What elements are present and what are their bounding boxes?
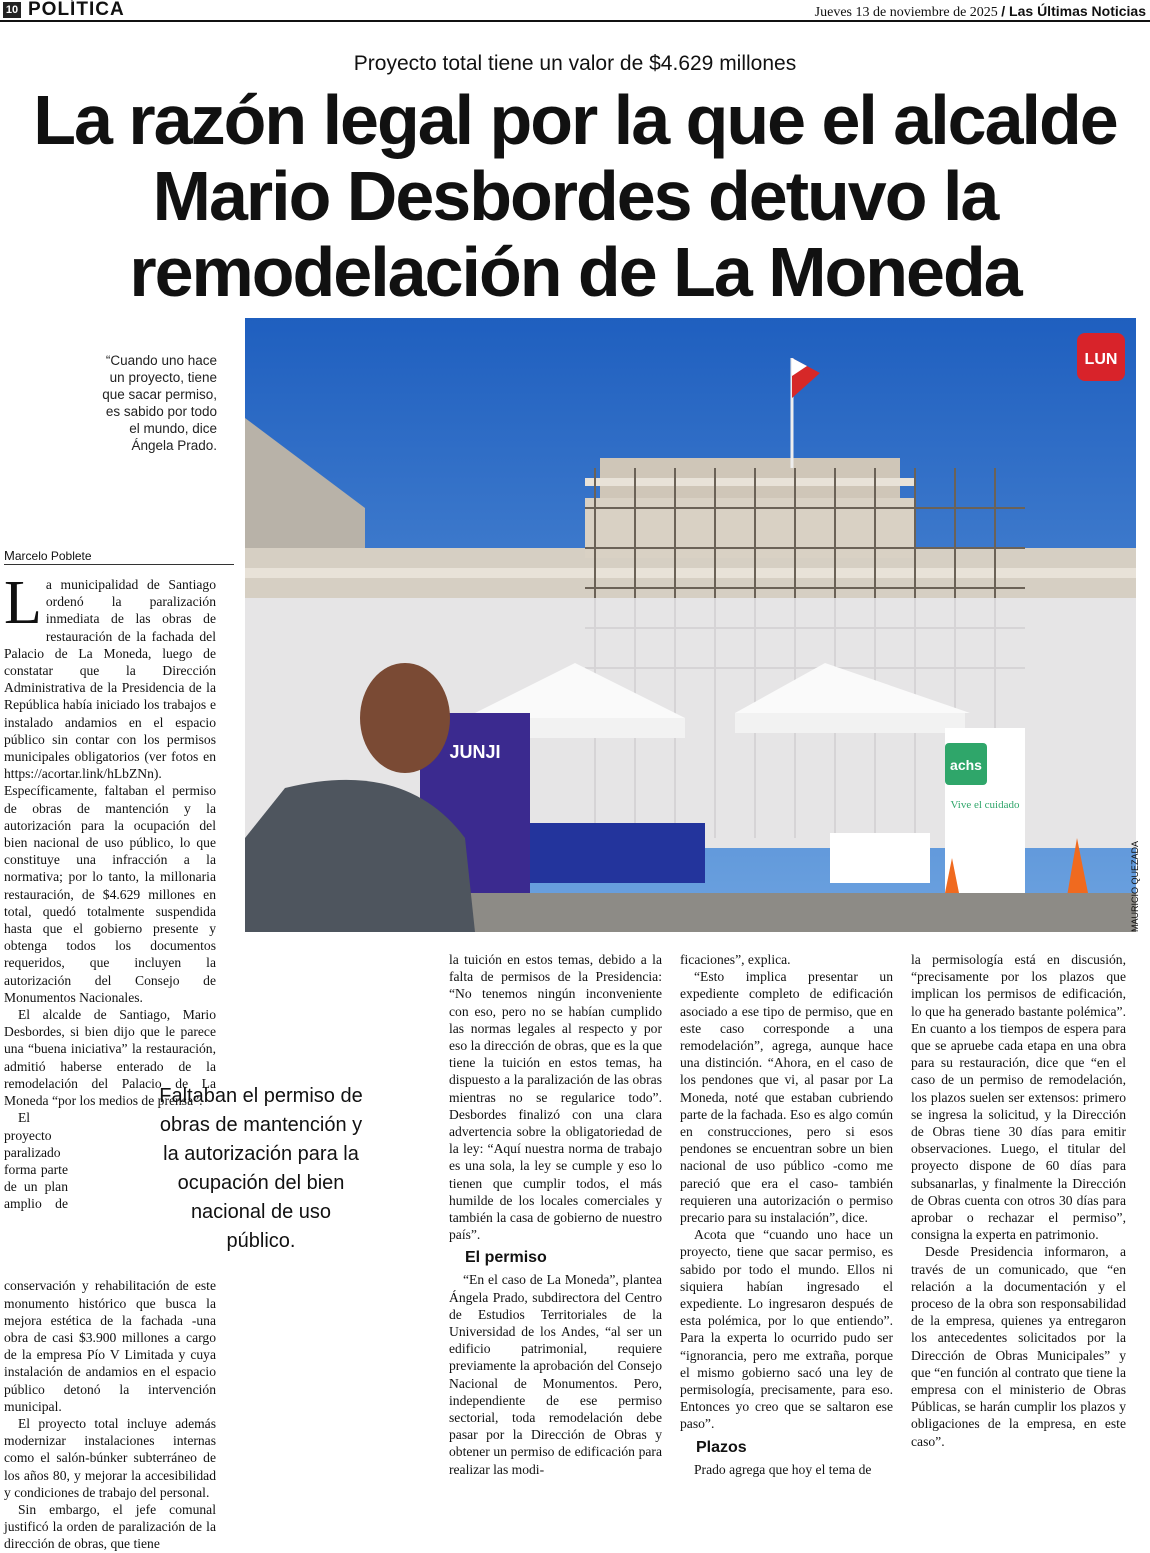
photo-caption: “Cuando uno hace un proyecto, tiene que sacar permiso, es sabido por todo el mundo, dice Ángela Prado. <box>102 353 217 453</box>
issue-date: Jueves 13 de noviembre de 2025 <box>814 5 998 20</box>
achs-banner-tagline: Vive el cuidado <box>950 799 1020 811</box>
article-column-3 <box>680 951 893 1478</box>
lun-badge-text: LUN <box>1084 351 1118 368</box>
dateline <box>815 3 1146 21</box>
article-column-2 <box>449 951 662 1478</box>
article-paragraph: El proyecto paralizado forma parte de un plan amplio de conservación y rehabilitación de este monumento histórico que busca la mejora estética de la fachada -una obra de casi $3.900 millones a cargo de la empresa Pío V Limitada y cuya instalación de andamios en el espacio público detonó la intervención municipal. <box>4 1110 216 1414</box>
kicker: Proyecto total tiene un valor de $4.629 millones <box>353 52 797 75</box>
photo-credit: MAURICIO QUEZADA <box>1130 840 1140 932</box>
article-paragraph: ficaciones”, explica. <box>680 952 791 967</box>
article-paragraph: Acota que “cuando uno hace un proyecto, tiene que sacar permiso, es sabido por todo el mundo. Ellos ni siquiera habían ingresado el expediente. Lo ingresaron después de esta polémica, por lo que entiendo”. Para la experta lo ocurrido pudo ser “ignorancia, pero me extraña, porque el mismo gobierno sacó una ley de permisología, precisamente, para eso. Entonces yo creo que se saltaron ese paso”. <box>680 1227 893 1432</box>
achs-banner-text: achs <box>950 757 982 773</box>
article-paragraph: “Esto implica presentar un expediente completo de edificación asociado a ese tipo de permiso, que en este caso corresponde a una remodelación”, agrega, aunque hace una distinción. “Ahora, en el caso de los pendones que vi, al pasar por La Moneda, noté que estaban cubriendo parte de la fachada. Eso es algo común en construcciones, pero si esos pendones se encuentran sobre un bien nacional de uso público -como me pareció que era el caso- también requieren una autorización o permiso precario para su instalación”, dice. <box>680 969 893 1226</box>
subhead-plazos: Plazos <box>696 1438 747 1456</box>
article-paragraph: la permisología está en discusión, “precisamente por los plazos que implican los permisos de edificación, lo que ha generado bastante polémica”. En cuanto a los tiempos de espera para que se apruebe cada etapa en una obra para su restauración, dice que “en el caso de un permiso de remodelación, los plazos suelen ser extensos: primero se ingresa la solicitud, y la Dirección de Obras tiene 30 días para emitir observaciones. Luego, el titular del proyecto dispone de 60 días para subsanarlas, y finalmente la Dirección de Obras cuenta con otros 30 días para aprobar o rechazar el permiso”, consigna la experta en patrimonio. <box>911 952 1126 1243</box>
drop-cap: L <box>4 569 42 637</box>
article-paragraph: La municipalidad de Santiago ordenó la paralización inmediata de las obras de restauración de la fachada del Palacio de La Moneda, luego de constatar que la Dirección Administrativa de la Presidencia de la República había iniciado los trabajos e instalado andamios en el espacio público sin contar con los permisos municipales obligatorios (ver fotos en https://acortar.link/hLbZNn). Específicamente, faltaban el permiso de obras de mantención y la autorización para la ocupación del bien nacional de uso público, lo que constituye una infracción a la normativa; por lo tanto, la millonaria restauración, de $4.629 millones en total, quedó totalmente suspendida hasta que el gobierno presente y obtenga todos los documentos requeridos, que incluyen la autorización del Consejo de Monumentos Nacionales. <box>4 569 216 1005</box>
byline: Marcelo Poblete <box>4 548 234 565</box>
article-paragraph: la tuición en estos temas, debido a la falta de permisos de la Presidencia: “No tenemos ningún inconveniente con eso, pero no se habían cumplido las normas legales al respecto y por eso la dirección de obras, que es la que tiene la tuición en estos temas, ha dispuesto a la paralización de las obras mientras no se regularice todo”. Desbordes finalizó con una clara advertencia sobre la obligatoriedad de la ley: “Aquí nuestra norma de trabajo es una sola, la ley se cumple y eso lo tienen que cumplir todos, el más humilde de los locales comerciales y también la casa de gobierno de nuestro país”. <box>449 952 662 1243</box>
page-number: 10 <box>3 2 21 18</box>
article-paragraph: El alcalde de Santiago, Mario Desbordes, si bien dijo que le parece una “buena iniciativa” la restauración, admitió haberse enterado de la remodelación del Palacio de La Moneda “por los medios de prensa”. <box>4 1007 216 1109</box>
article-column-1 <box>4 569 216 1553</box>
subhead-el-permiso: El permiso <box>465 1249 547 1267</box>
page-header <box>0 0 1150 22</box>
article-paragraph: “En el caso de La Moneda”, plantea Ángela Prado, subdirectora del Centro de Estudios Territoriales de la Universidad de los Andes, “al ser un edificio patrimonial, requiere previamente la aprobación del Consejo Nacional de Monumentos. Pero, independiente de ese permiso sectorial, toda remodelación debe pasar por la Dirección de Obras y obtener un permiso de edificación para realizar las modi- <box>449 1272 662 1477</box>
main-photo <box>245 318 1136 932</box>
headline: La razón legal por la que el alcalde Mario Desbordes detuvo la remodelación de La Moneda <box>33 81 1117 311</box>
article-paragraph: Prado agrega que hoy el tema de <box>694 1461 872 1477</box>
article-paragraph: Sin embargo, el jefe comunal justificó la orden de paralización de la dirección de obras, que tiene <box>4 1501 216 1552</box>
pull-quote: Faltaban el permiso de obras de mantención y la autorización para la ocupación del bien nacional de uso público. <box>159 1085 363 1252</box>
article-column-4 <box>911 951 1126 1450</box>
junji-banner-text: JUNJI <box>449 742 501 762</box>
article-paragraph: Desde Presidencia informaron, a través de un comunicado, que “en relación a la documentación y el proceso de la obra son responsabilidad de la empresa, quienes ya entregaron los antecedentes solicitados por la Dirección de Obras Municipales” y que “en función al contrato que tiene la empresa con el ministerio de Obras Públicas, se harán cumplir los plazos y obligaciones de la empresa, en este caso”. <box>911 1244 1126 1449</box>
article-paragraph: El proyecto total incluye además modernizar instalaciones internas como el salón-búnker subterráneo de los años 80, y mejorar la accesibilidad y condiciones de trabajo del personal. <box>4 1415 216 1500</box>
photo-illustration <box>245 318 1136 932</box>
publication-name: / Las Últimas Noticias <box>1001 3 1146 19</box>
section-title: POLÍTICA <box>28 0 125 20</box>
